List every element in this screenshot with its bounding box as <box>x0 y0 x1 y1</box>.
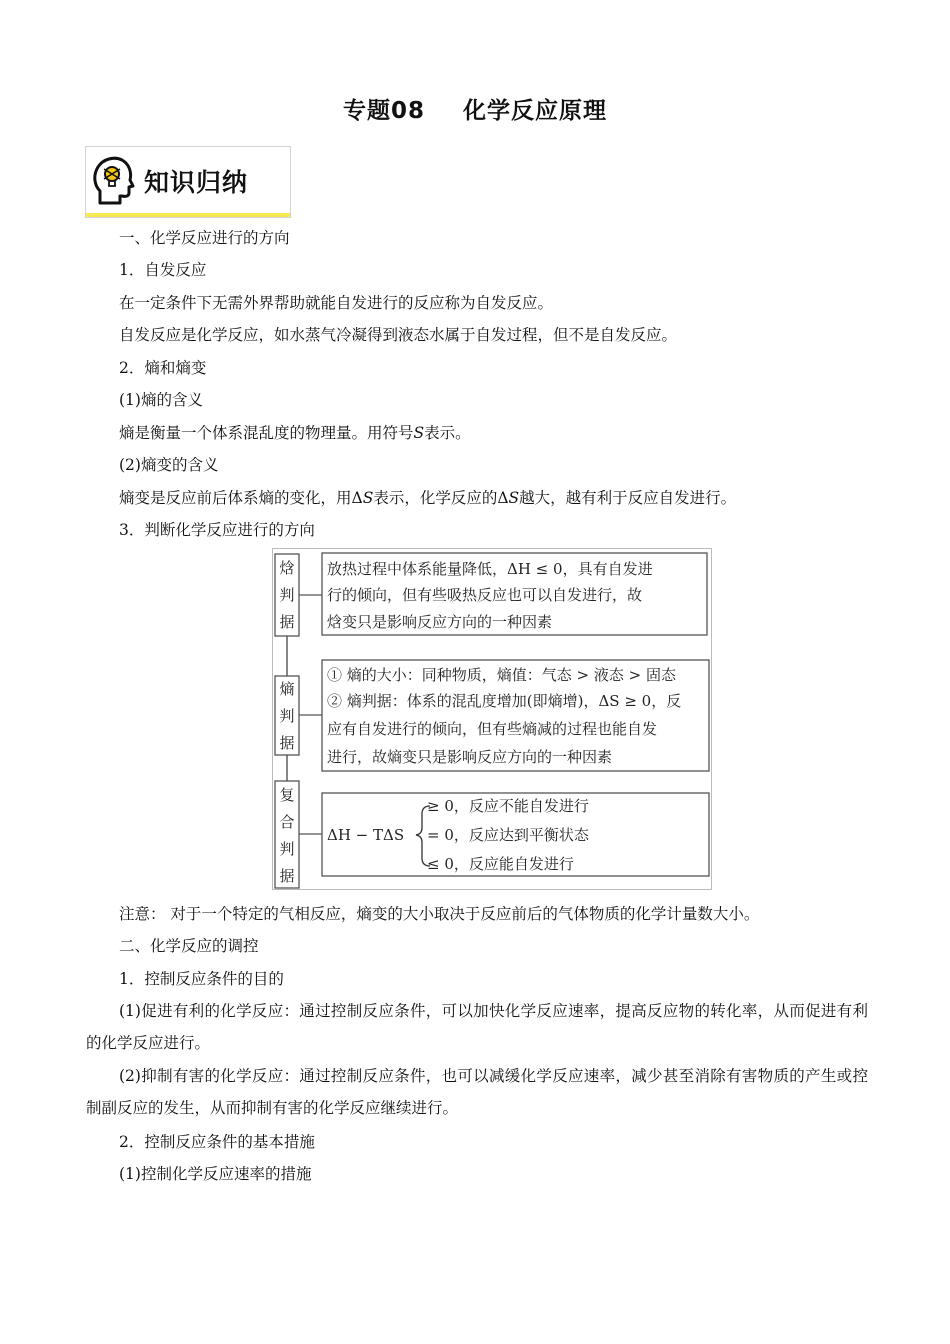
combined-expression: ΔH − TΔS <box>327 826 405 844</box>
paragraph-entropy-meaning <box>119 422 471 444</box>
enthalpy-label-char-1: 焓 <box>279 559 295 577</box>
subheading-spontaneous-reaction: 1．自发反应 <box>119 261 207 279</box>
combined-case-3: ≤ 0，反应能自发进行 <box>427 855 574 873</box>
entropy-line-3: 应有自发进行的倾向，但有些熵减的过程也能自发 <box>327 720 658 738</box>
paragraph-spontaneous-example: 自发反应是化学反应，如水蒸气冷凝得到液态水属于自发过程，但不是自发反应。 <box>119 326 678 344</box>
badge-label: 知识归纳 <box>144 168 249 197</box>
entropy-line-2: ② 熵判据：体系的混乱度增加(即熵增)，ΔS ≥ 0，反 <box>327 692 682 710</box>
enthalpy-label-char-2: 判 <box>279 586 295 604</box>
entropy-line-4: 进行，故熵变只是影响反应方向的一种因素 <box>327 748 613 766</box>
subheading-entropy: 2．熵和熵变 <box>119 359 207 377</box>
enthalpy-label-char-3: 据 <box>279 613 295 631</box>
entropy-change-symbol-1: S <box>362 489 374 507</box>
entropy-symbol: S <box>413 424 425 442</box>
enthalpy-line-2: 行的倾向，但有些吸热反应也可以自发进行，故 <box>327 586 643 604</box>
entropy-change-part3: 越大，越有利于反应自发进行。 <box>519 489 737 507</box>
entropy-change-part1: 熵变是反应前后体系熵的变化，用Δ <box>119 489 363 507</box>
entropy-label-char-3: 据 <box>279 734 295 752</box>
paragraph-spontaneous-definition: 在一定条件下无需外界帮助就能自发进行的反应称为自发反应。 <box>119 294 554 312</box>
note-gas-reaction: 注意： 对于一个特定的气相反应，熵变的大小取决于反应前后的气体物质的化学计量数大小。 <box>119 905 760 923</box>
knowledge-summary-badge <box>85 146 291 218</box>
enthalpy-line-1: 放热过程中体系能量降低，ΔH ≤ 0，具有自发进 <box>327 560 653 578</box>
section-heading-1: 一、化学反应进行的方向 <box>119 229 290 247</box>
entropy-label-char-2: 判 <box>279 707 295 725</box>
title-name: 化学反应原理 <box>463 98 607 124</box>
entropy-line-1: ① 熵的大小：同种物质，熵值：气态 > 液态 > 固态 <box>327 666 676 684</box>
entropy-meaning-post: 表示。 <box>424 424 471 442</box>
entropy-label-char-1: 熵 <box>279 680 295 698</box>
badge-underline <box>86 213 290 217</box>
combined-label-char-3: 判 <box>279 840 295 858</box>
combined-label-char-4: 据 <box>279 867 295 885</box>
enthalpy-line-3: 焓变只是影响反应方向的一种因素 <box>327 613 553 631</box>
subheading-rate-control-measures: (1)控制化学反应速率的措施 <box>119 1165 312 1183</box>
combined-case-1: ≥ 0，反应不能自发进行 <box>427 797 589 815</box>
section-heading-2: 二、化学反应的调控 <box>119 937 259 955</box>
head-lightbulb-icon <box>90 151 136 207</box>
combined-label-char-2: 合 <box>279 813 295 831</box>
page-title <box>0 92 950 125</box>
subheading-control-purpose: 1．控制反应条件的目的 <box>119 970 284 988</box>
subheading-entropy-meaning: (1)熵的含义 <box>119 391 203 409</box>
paragraph-inhibit-harmful: (2)抑制有害的化学反应：通过控制反应条件，也可以减缓化学反应速率，减少甚至消除有害物质的产生或控制副反应的发生，从而抑制有害的化学反应继续进行。 <box>86 1067 868 1117</box>
paragraph-entropy-change <box>119 487 736 509</box>
subheading-basic-measures: 2．控制反应条件的基本措施 <box>119 1133 315 1151</box>
paragraph-promote-beneficial: (1)促进有利的化学反应：通过控制反应条件，可以加快化学反应速率，提高反应物的转化率，从而促进有利的化学反应进行。 <box>86 1002 868 1052</box>
entropy-meaning-pre: 熵是衡量一个体系混乱度的物理量。用符号 <box>119 424 414 442</box>
combined-case-2: = 0，反应达到平衡状态 <box>427 826 589 844</box>
title-topic: 专题08 <box>342 98 425 124</box>
reaction-direction-diagram <box>272 548 712 890</box>
subheading-judge-direction: 3．判断化学反应进行的方向 <box>119 521 315 539</box>
entropy-change-symbol-2: S <box>508 489 520 507</box>
entropy-change-part2: 表示，化学反应的Δ <box>373 489 509 507</box>
subheading-entropy-change-meaning: (2)熵变的含义 <box>119 456 219 474</box>
combined-label-char-1: 复 <box>279 786 295 804</box>
